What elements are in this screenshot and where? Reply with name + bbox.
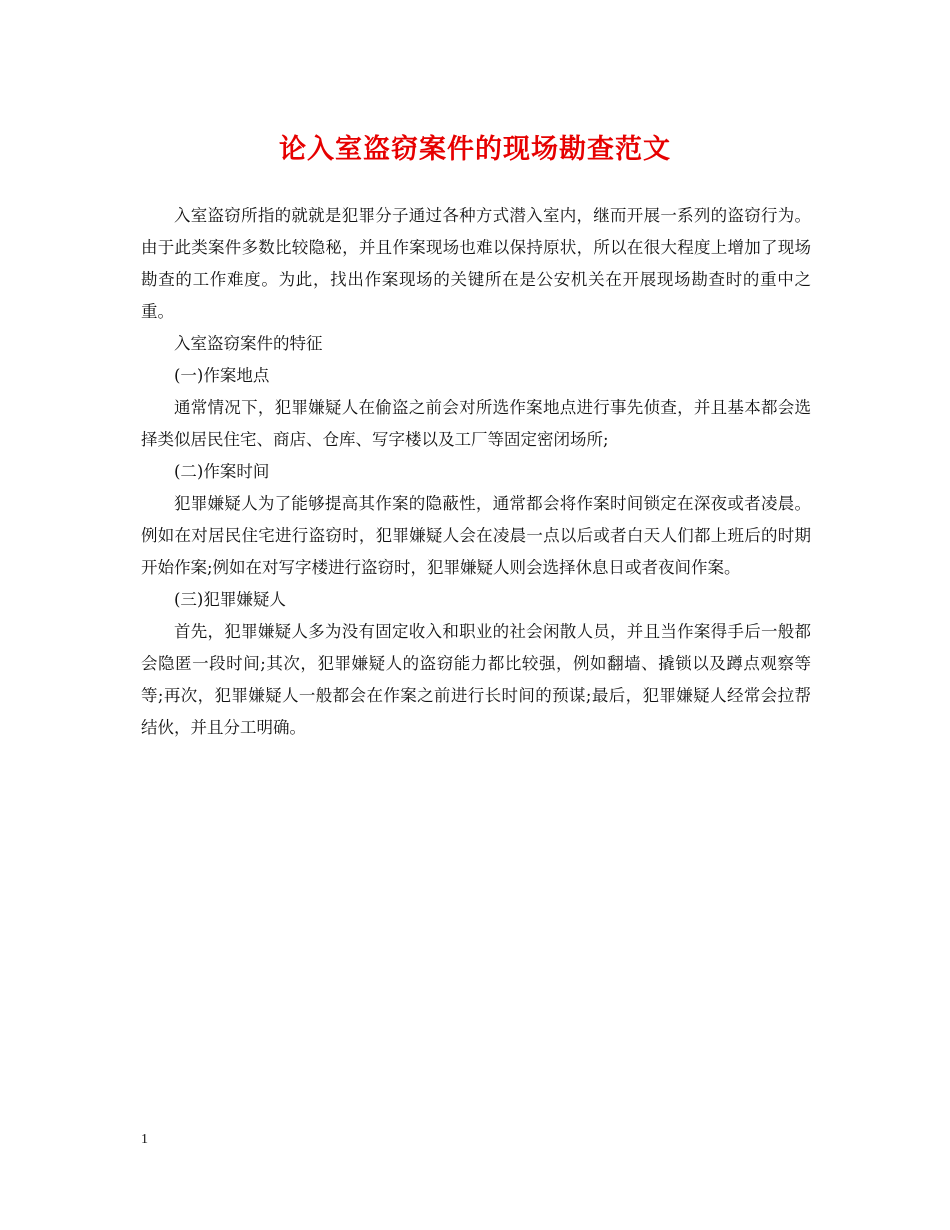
subheading-location: (一)作案地点 (174, 366, 270, 385)
subheading-time: (二)作案时间 (174, 462, 270, 481)
paragraph-intro: 入室盗窃所指的就就是犯罪分子通过各种方式潜入室内，继而开展一系列的盗窃行为。由于此类案件多数比较隐秘，并且作案现场也难以保持原状，所以在很大程度上增加了现场勘查的工作难度。为此，找出作案现场的关键所在是公安机关在开展现场勘查时的重中之重。 (141, 206, 811, 321)
document-title: 论入室盗窃案件的现场勘查范文 (279, 134, 671, 165)
paragraph-location: 通常情况下，犯罪嫌疑人在偷盗之前会对所选作案地点进行事先侦查，并且基本都会选择类似居民住宅、商店、仓库、写字楼以及工厂等固定密闭场所; (141, 398, 811, 449)
section-heading-features: 入室盗窃案件的特征 (174, 334, 323, 353)
subheading-suspect: (三)犯罪嫌疑人 (174, 590, 286, 609)
paragraph-suspect: 首先，犯罪嫌疑人多为没有固定收入和职业的社会闲散人员，并且当作案得手后一般都会隐匿一段时间;其次，犯罪嫌疑人的盗窃能力都比较强，例如翻墙、撬锁以及蹲点观察等等;再次，犯罪嫌疑人一般都会在作案之前进行长时间的预谋;最后，犯罪嫌疑人经常会拉帮结伙，并且分工明确。 (141, 622, 811, 737)
document-body (141, 200, 811, 744)
paragraph-time: 犯罪嫌疑人为了能够提高其作案的隐蔽性，通常都会将作案时间锁定在深夜或者凌晨。例如在对居民住宅进行盗窃时，犯罪嫌疑人会在凌晨一点以后或者白天人们都上班后的时期开始作案;例如在对写字楼进行盗窃时，犯罪嫌疑人则会选择休息日或者夜间作案。 (141, 494, 811, 577)
page-number: 1 (141, 1132, 148, 1147)
